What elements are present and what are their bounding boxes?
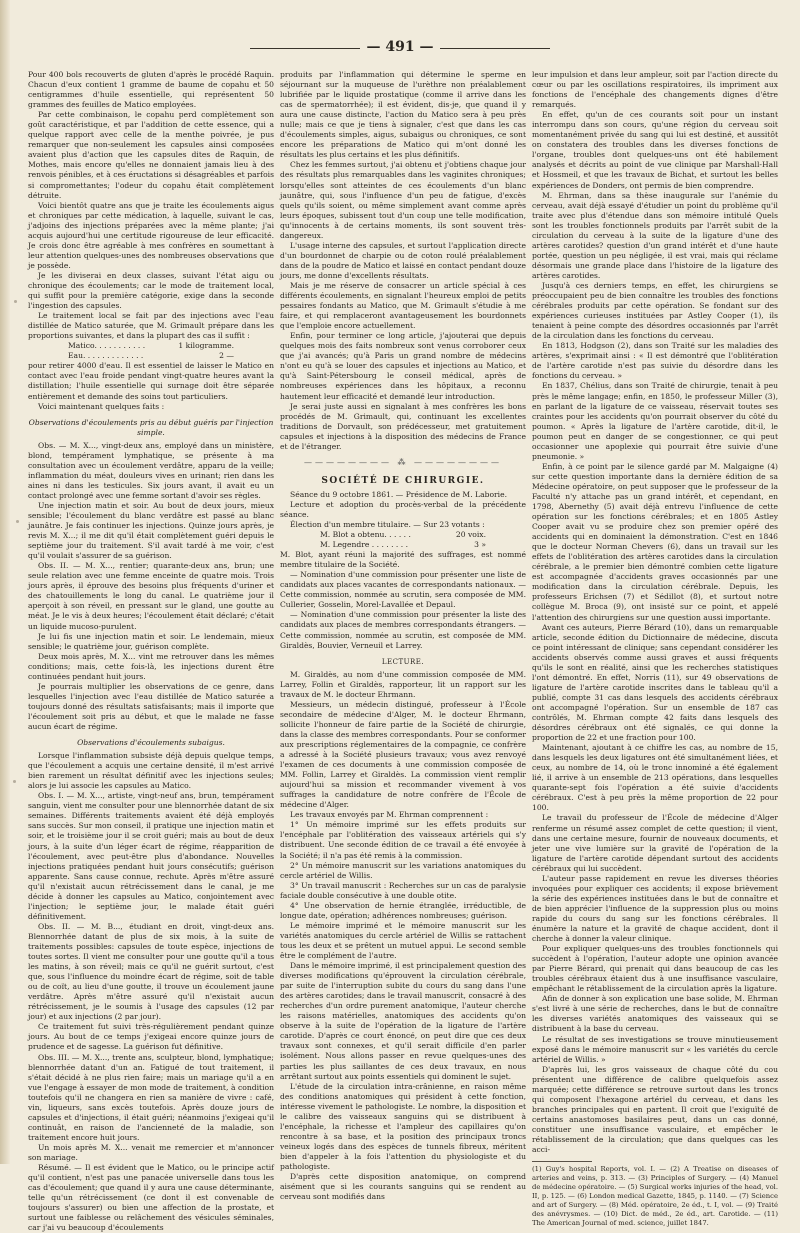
tabular-line-label: M. Legendre . . . . . . . . [320, 540, 408, 550]
paragraph: M. Blot, ayant réuni la majorité des suffrages, est nommé membre titulaire de la Société. [280, 550, 526, 570]
subsection-heading: Observations d'écoulements pris au début guéris par l'injection simple. [28, 417, 274, 437]
paragraph: Deux mois après, M. X... vint me retrouver dans les mêmes conditions; mais, cette fois-là, les injections durent être continuées pendant huit jours. [28, 651, 274, 681]
tabular-line-label: Eau. . . . . . . . . . . . . [68, 351, 144, 361]
paragraph: Un mois après M. X... venait me remercier et m'annoncer son mariage. [28, 1142, 274, 1162]
paragraph: D'après cette disposition anatomique, on comprend aisément que si les courants sanguins qui se rendent au cerveau sont modifiés dans [280, 1172, 526, 1202]
tabular-line-value: 20 voix. [455, 530, 486, 540]
column-middle [280, 70, 526, 1202]
footnotes: (1) Guy's hospital Reports, vol. I. — (2) A Treatise on diseases of arteries and veins, p. 313. — (3) Principles of Surgery. — (4) Manuel de médecine opératoire. — (5) Surgical works injuries of the head, vol. II, p. 125. — (6) London medical Gazette, 1845, p. 1140. — (7) Science and art of Surgery. — (8) Méd. opératoire, 2e éd., t. I, vol. — (9) Traité des anévrysmes. — (10) Dict. de méd., 2e éd., art. Carotide. — (11) The American Journal of med. science, juillet 1847. [532, 1165, 778, 1228]
paragraph: Les travaux envoyés par M. Ehrman comprennent : [290, 810, 489, 820]
paragraph: Pour 400 bols recouverts de gluten d'après le procédé Raquin. Chacun d'eux contient 1 gramme de baume de copahu et 50 centigrammes d'huile essentielle, qui représentent 50 grammes des feuilles de Matico employées. [28, 70, 274, 110]
paragraph: Je pourrais multiplier les observations de ce genre, dans lesquelles l'injection avec l'eau distillée de Matico saturée a toujours donné des résultats satisfaisants; mais il importe que l'écoulement soit pris au début, et que le malade ne fasse aucun écart de régime. [28, 681, 274, 731]
paragraph: Enfin, à ce point par le silence gardé par M. Malgaigne (4) sur cette question importante dans la dernière édition de sa Médecine opératoire, on peut supposer que le professeur de la Faculté n'y attache pas un grand intérêt, et cependant, en 1798, Abernethy (5) avait déjà entrevu l'influence de cette opération sur les fonctions cérébrales; et en 1805 Astley Cooper avait vu se produire chez son premier opéré des accidents qui en dominaient la démonstration. C'est en 1846 que le docteur Norman Chevers (6), dans un travail sur les effets de l'oblitération des artères carotides dans la circulation cérébrale, a le premier bien démontré combien cette ligature est accompagnée d'accidents graves occasionnés par une modification dans la circulation cérébrale. Depuis, les professeurs Erichsen (7) et Sédillot (8), et surtout notre collègue M. Broca (9), ont insisté sur ce point, et appelé l'attention des chirurgiens sur une question aussi importante. [532, 461, 778, 622]
column-right [532, 70, 778, 1228]
paragraph: Séance du 9 octobre 1861. — Présidence de M. Laborie. [290, 489, 508, 499]
paragraph: Une injection matin et soir. Au bout de deux jours, mieux sensible; l'écoulement du blanc verdâtre est passé au blanc jaunâtre. Je fais continuer les injections. Quinze jours après, je revis M. X...; il me dit qu'il était complètement guéri depuis le septième jour du traitement. S'il avait tardé à me voir, c'est qu'il voulait s'assurer de sa guérison. [28, 500, 274, 561]
column-left [28, 70, 274, 1233]
tabular-line [280, 540, 526, 550]
paragraph: Obs. — M. X..., vingt-deux ans, employé dans un ministère, blond, tempérament lymphatique, se présente à ma consultation avec un écoulement verdâtre, apparu de la veille; inflammation du méat, douleurs vives en urinant; rien dans les aines ni dans les testicules. Six jours avant, il avait eu un contact prolongé avec une femme sortant d'avoir ses règles. [28, 440, 274, 500]
paragraph: L'usage interne des capsules, et surtout l'application directe d'un bourdonnet de charpie ou de coton roulé préalablement dans de la poudre de Matico et laissé en contact pendant douze jours, me donne d'excellents résultats. [280, 240, 526, 280]
paragraph: 2° Un mémoire manuscrit sur les variations anatomiques du cercle artériel de Willis. [280, 860, 526, 880]
tabular-line [28, 351, 274, 361]
tabular-line-label: Matico. . . . . . . . . . . [68, 341, 146, 351]
paragraph: M. Giraldès, au nom d'une commission composée de MM. Larrey, Follin et Giraldès, rapporteur, lit un rapport sur les travaux de M. le docteur Ehrmann. [280, 669, 526, 699]
paragraph: Voici bientôt quatre ans que je traite les écoulements aigus et chroniques par cette médication, à laquelle, suivant le cas, j'adjoins des injections préparées avec la même plante; j'ai acquis aujourd'hui une certitude rigoureuse de leur efficacité. Je crois donc être agréable à mes confrères en soumettant à leur attention quelques-unes des nombreuses observations que je possède. [28, 200, 274, 270]
paragraph: Lorsque l'inflammation subsiste déjà depuis quelque temps, que l'écoulement a acquis une certaine densité, il m'est arrivé bien rarement un résultat définitif avec les injections seules; alors je lui associe les capsules au Matico. [28, 751, 274, 791]
paragraph: 3° Un travail manuscrit : Recherches sur un cas de paralysie faciale double consécutive à une double otite. [280, 880, 526, 900]
paragraph: Le traitement local se fait par des injections avec l'eau distillée de Matico saturée, que M. Grimault prépare dans les proportions suivantes, et dans la plupart des cas il suffit : [28, 311, 274, 341]
paragraph: M. Ehrman, dans sa thèse inaugurale sur l'anémie du cerveau, avait déjà essayé d'étudier un point du problème qu'il traite avec plus d'étendue dans son mémoire intitulé Quels sont les troubles fonctionnels produits par l'arrêt subit de la circulation du cerveau à la suite de la ligature d'une des artères carotides? question d'un grand intérêt et d'une haute portée, question un peu négligée, il est vrai, mais qui réclame désormais une grande place dans l'histoire de la ligature des artères carotides. [532, 190, 778, 280]
paragraph: Jusqu'à ces derniers temps, en effet, les chirurgiens se préoccupaient peu de bien connaître les troubles des fonctions cérébrales produits par cette opération. Se fondant sur des expériences curieuses instituées par Astley Cooper (1), ils tenaient à peine compte des désordres occasionnés par l'arrêt de la circulation dans les fonctions du cerveau. [532, 280, 778, 341]
paper-speck [16, 520, 19, 523]
paragraph: Messieurs, un médecin distingué, professeur à l'École secondaire de médecine d'Alger, M. le docteur Ehrmann, sollicite l'honneur de faire partie de la Société de chirurgie, dans la classe des membres correspondants. Pour se conformer aux prescriptions réglementaires de la compagnie, ce confrère a adressé à la Société plusieurs travaux; vous avez renvoyé l'examen de ces documents à une commission composée de MM. Follin, Larrey et Giraldès. La commission vient remplir aujourd'hui sa mission et recommander vivement à vos suffrages la candidature de notre confrère de l'École de médecine d'Alger. [280, 699, 526, 810]
paragraph: En 1813, Hodgson (2), dans son Traité sur les maladies des artères, s'exprimait ainsi : « Il est démontré que l'oblitération de l'artère carotide n'est pas suivie du désordre dans les fonctions du cerveau. » [532, 341, 778, 381]
paragraph: Le mémoire imprimé et le mémoire manuscrit sur les variétés anatomiques du cercle artériel de Willis se rattachent tous les deux et se prêtent un mutuel appui. Le second semble être le complément de l'autre. [280, 920, 526, 960]
ornament-divider: ———————— ⁂ ———————— [303, 457, 503, 467]
paragraph: L'étude de la circulation intra-crânienne, en raison même des conditions anatomiques qui président à cette fonction, intéresse vivement le pathologiste. Le nombre, la disposition et le calibre des vaisseaux sanguins qui se distribuent à l'encéphale, la richesse et l'ampleur des capillaires qu'on rencontre à sa base, et la position des principaux troncs veineux logés dans des espèces de tunnels fibreux, méritent bien d'appeler à la fois l'attention du physiologiste et du pathologiste. [280, 1081, 526, 1171]
paper-speck [14, 300, 17, 303]
tabular-line-value: 1 kilogramme. [178, 341, 234, 351]
binding-edge [0, 0, 10, 1164]
paragraph: Obs. II. — M. B..., étudiant en droit, vingt-deux ans. Blennorrhée datant de plus de six mois, à la suite de traitements possibles: capsules de toute espèce, injections de toutes sortes. Il vient me consulter pour une goutte qu'il a tous les matins, à son réveil; mais ce qu'il ne guérit surtout, c'est que, sous l'influence du moindre écart de régime, soit de table ou de coït, au lieu d'une goutte, il trouve un écoulement jaune verdâtre. Après m'être assuré qu'il n'existait aucun rétrécissement, je le soumis à l'usage des capsules (12 par jour) et aux injections (2 par jour). [28, 921, 274, 1022]
section-heading: SOCIÉTÉ DE CHIRURGIE. [321, 475, 485, 486]
paragraph: produits par l'inflammation qui détermine le sperme en séjournant sur la muqueuse de l'urèthre non préalablement lubrifiée par le liquide prostatique (comme il arrive dans les cas de spermatorrhée); il est évident, dis-je, que quand il y aura une cause distincte, l'action du Matico sera à peu près nulle; mais ce que je tiens à signaler, c'est que dans les cas d'écoulements simples, aigus, subaigus ou chroniques, ce sont encore les préparations de Matico qui m'ont donné les résultats les plus certains et les plus définitifs. [280, 70, 526, 160]
tabular-line-value: 2 — [219, 351, 234, 361]
paragraph: Le résultat de ses investigations se trouve minutieusement exposé dans le mémoire manuscrit sur « les variétés du cercle artériel de Willis. » [532, 1034, 778, 1064]
paragraph: Élection d'un membre titulaire. — Sur 23 votants : [290, 520, 485, 530]
paragraph: Afin de donner à son explication une base solide, M. Ehrman s'est livré à une série de recherches, dans le but de connaître les diverses variétés anatomiques des vaisseaux qui se distribuent à la base du cerveau. [532, 994, 778, 1034]
paragraph: Obs. III. — M. X..., trente ans, sculpteur, blond, lymphatique; blennorrhée datant d'un an. Fatigué de tout traitement, il s'était décidé à ne plus rien faire; mais un mariage qu'il a en vue l'engage à essayer de mon mode de traitement, à condition toutefois qu'il ne changera en rien sa manière de vivre : café, vin, liqueurs, sans excès toutefois. Après douze jours de capsules et d'injections, il était guéri; néanmoins j'exigeai qu'il continuât, en raison de l'ancienneté de la maladie, son traitement encore huit jours. [28, 1052, 274, 1142]
paragraph: — Nomination d'une commission pour présenter la liste des candidats aux places de membres correspondants étrangers. — Cette commission, nommée au scrutin, est composée de MM. Giraldès, Bouvier, Verneuil et Larrey. [280, 610, 526, 650]
paper-speck [13, 780, 16, 783]
header-rule-right [440, 48, 550, 49]
paragraph: Obs. II. — M. X..., rentier; quarante-deux ans, brun; une seule relation avec une femme enceinte de quatre mois. Trois jours après, il éprouve des besoins plus fréquents d'uriner et des chatouillements le long du canal. Le quatrième jour il aperçoit à son réveil, en pressant sur le gland, une goutte au méat. Je le vis à deux heures; l'écoulement était déclaré; c'était un liquide mucoso-purulent. [28, 561, 274, 631]
paragraph: Je les diviserai en deux classes, suivant l'état aigu ou chronique des écoulements; car le mode de traitement local, qui suffit pour la première catégorie, exige dans la seconde l'ingestion des capsules. [28, 270, 274, 311]
paragraph: leur impulsion et dans leur ampleur, soit par l'action directe du cœur ou par les oscillations respiratoires, ils impriment aux fonctions de l'encéphale des changements dignes d'être remarqués. [532, 70, 778, 110]
paragraph: pour retirer 4000 d'eau. Il est essentiel de laisser le Matico en contact avec l'eau froide pendant vingt-quatre heures avant la distillation; l'huile essentielle qui surnage doit être séparée entièrement et demande des soins tout particuliers. [28, 361, 274, 401]
paragraph: Je lui fis une injection matin et soir. Le lendemain, mieux sensible; le quatrième jour, guérison complète. [28, 631, 274, 651]
paragraph: Enfin, pour terminer ce long article, j'ajouterai que depuis quelques mois des faits nombreux sont venus corroborer ceux que j'ai avancés; qu'à Paris un grand nombre de médecins n'ont eu qu'à se louer des capsules et injections au Matico, et qu'à Saint-Pétersbourg le conseil médical, après de nombreuses expériences dans les hôpitaux, a reconnu hautement leur efficacité et demandé leur introduction. [280, 331, 526, 401]
paragraph: En effet, qu'un de ces courants soit pour un instant interrompu dans son cours, qu'une région du cerveau soit momentanément privée du sang qui lui est destiné, et aussitôt on constatera des troubles dans les diverses fonctions de l'organe, troubles dont quelques-uns ont été habilement analysés et décrits au point de vue clinique par Marshall-Hall et Hossmeil, et que les travaux de Bichat, et surtout les belles expériences de Donders, ont permis de bien comprendre. [532, 110, 778, 190]
paragraph: L'auteur passe rapidement en revue les diverses théories invoquées pour expliquer ces accidents; il expose brièvement la série des expériences instituées dans le but de connaître et de bien apprécier l'influence de la suppression plus ou moins rapide du cours du sang sur les fonctions cérébrales. Il énumère la nature et la gravité de chaque accident, dont il cherche à donner la valeur clinique. [532, 873, 778, 944]
page-number: — 491 — [366, 39, 434, 55]
paragraph: — Nomination d'une commission pour présenter une liste de candidats aux places vacantes de correspondants nationaux. — Cette commission, nommée au scrutin, sera composée de MM. Cullerier, Gosselin, Morel-Lavallée et Depaul. [280, 570, 526, 610]
tabular-line-value: 3 » [474, 540, 486, 550]
paragraph: Le travail du professeur de l'École de médecine d'Alger renferme un résumé assez complet de cette question; il vient, dans une certaine mesure, fournir de nouveaux documents, et jeter une vive lumière sur la gravité de l'opération de la ligature de l'artère carotide dépendant surtout des accidents cérébraux qui lui succèdent. [532, 813, 778, 873]
tabular-line [28, 341, 274, 351]
paragraph: Lecture et adoption du procès-verbal de la précédente séance. [280, 499, 526, 519]
subsection-heading: Observations d'écoulements subaigus. [77, 738, 225, 748]
paragraph: Avant ces auteurs, Pierre Bérard (10), dans un remarquable article, seconde édition du Dictionnaire de médecine, discuta ce point intéressant de clinique; sans cependant considérer les accidents observés comme aussi graves et aussi fréquents qu'ils le sont en réalité, ainsi que les recherches statistiques l'ont démontré. En effet, Norris (11), sur 49 observations de ligature de l'artère carotide inscrites dans le tableau qu'il a publié, compte 31 cas dans lesquels des accidents cérébraux ont accompagné l'opération. Sur un ensemble de 187 cas contrôlés, M. Ehrman compte 42 faits dans lesquels des désordres cérébraux ont été signalés, ce qui donne la proportion de 22 et une fraction pour 100. [532, 622, 778, 743]
paragraph: Obs. I. — M. X..., artiste, vingt-neuf ans, brun, tempérament sanguin, vient me consulter pour une blennorrhée datant de six semaines. Différents traitements avaient été déjà employés sans succès. Sur mon conseil, il pratique une injection matin et soir, et le troisième jour il se croit guéri; mais au bout de deux jours, à la suite d'un léger écart de régime, réapparition de l'écoulement, avec peut-être plus d'abondance. Nouvelles injections pratiquées pendant huit jours consécutifs; guérison apparente. Sans cause connue, rechute. Après m'être assuré qu'il n'existait aucun rétrécissement dans le canal, je me décide à donner les capsules au Matico, conjointement avec l'injection; le septième jour, le malade était guéri définitivement. [28, 791, 274, 921]
paragraph: Mais je me réserve de consacrer un article spécial à ces différents écoulements, en signalant l'heureux emploi de petits pessaires fondants au Matico, que M. Grimault s'étudie à me faire, et qui remplaceront avantageusement les bourdonnets que l'emploie encore actuellement. [280, 280, 526, 331]
tabular-line [280, 530, 526, 540]
paragraph: Ce traitement fut suivi très-régulièrement pendant quinze jours. Au bout de ce temps j'exigeai encore quinze jours de prudence et de sagesse. La guérison fut définitive. [28, 1022, 274, 1052]
paragraph: Dans le mémoire imprimé, il est principalement question des diverses modifications qu'éprouvent la circulation cérébrale, par suite de l'interruption subite du cours du sang dans l'une des artères carotides; dans le travail manuscrit, consacré à des recherches d'un ordre purement anatomique, l'auteur cherche les raisons matérielles, anatomiques des accidents qu'on observe à la suite de l'opération de la ligature de l'artère carotide. D'après ce court énoncé, on peut dire que ces deux travaux sont connexes, et qu'il serait difficile d'en parler isolément. Nous allons passer en revue quelques-unes des parties les plus saillantes de ces deux travaux, en nous arrêtant surtout aux points essentiels qui dominent le sujet. [280, 961, 526, 1081]
footnote-rule [532, 1161, 592, 1162]
minor-heading: LECTURE. [381, 657, 425, 666]
paragraph: Voici maintenant quelques faits : [38, 401, 165, 411]
paragraph: Je serai juste aussi en signalant à mes confrères les bons procédés de M. Grimault, qui, continuant les excellentes traditions de Dorvault, son prédécesseur, met gratuitement capsules et injections à la disposition des médecins de France et de l'étranger. [280, 401, 526, 451]
paragraph: En 1837, Chélius, dans son Traité de chirurgie, tenait à peu près le même langage; enfin, en 1850, le professeur Miller (3), en parlant de la ligature de ce vaisseau, réservait toutes ses craintes pour les accidents qu'on pourrait observer du côté du poumon. « Après la ligature de l'artère carotide, dit-il, le poumon peut en danger de se congestionner, ce qui peut occasionner une apoplexie qui pourrait être suivie d'une pneumonie. » [532, 381, 778, 461]
paragraph: Maintenant, ajoutant à ce chiffre les cas, au nombre de 15, dans lesquels les deux ligatures ont été simultanément liées, et ceux, au nombre de 14, où le tronc innominé a été également lié, il arrive à un ensemble de 213 opérations, dans lesquelles quarante-sept fois l'opération a été suivie d'accidents cérébraux. C'est à peu près la même proportion de 22 pour 100. [532, 743, 778, 813]
paragraph: D'après lui, les gros vaisseaux de chaque côté du cou présentent une différence de calibre quelquefois assez marquée; cette différence se retrouve surtout dans les troncs qui composent l'hexagone artériel du cerveau, et dans les branches principales qui en partent. Il croit que l'exiguïté de certains anastomoses basilaires peut, dans un cas donné, constituer une insuffisance vasculaire, et empêcher le rétablissement de la circulation; que dans quelques cas les acci- [532, 1064, 778, 1155]
paragraph: Résumé. — Il est évident que le Matico, ou le principe actif qu'il contient, n'est pas une panacée universelle dans tous les cas d'écoulement; que quand il y aura une cause déterminante, telle qu'un rétrécissement (ce dont il est convenable de toujours s'assurer) ou bien une affection de la prostate, et surtout une faiblesse ou relâchement des vésicules séminales, car j'ai vu beaucoup d'écoulements [28, 1163, 274, 1233]
header-rule-left [250, 48, 360, 49]
paragraph: Chez les femmes surtout, j'ai obtenu et j'obtiens chaque jour des résultats plus remarquables dans les vaginites chroniques; lorsqu'elles sont atteintes de ces écoulements d'un blanc jaunâtre, qui, sous l'influence d'un peu de fatigue, d'excès quels qu'ils soient, ou même simplement avant comme après leurs époques, subissent tout d'un coup une telle modification, qu'innocents à de certains moments, ils sont souvent très-dangereux. [280, 160, 526, 240]
paragraph: Pour expliquer quelques-uns des troubles fonctionnels qui succèdent à l'opération, l'auteur adopte une opinion avancée par Pierre Bérard, qui prenait qui dans beaucoup de cas les troubles cérébraux étaient dus à une insuffisance vasculaire, empêchant le rétablissement de la circulation après la ligature. [532, 944, 778, 994]
paragraph: 1° Un mémoire imprimé sur les effets produits sur l'encéphale par l'oblitération des vaisseaux artériels qui s'y distribuent. Une seconde édition de ce travail a été envoyée à la Société; il n'a pas été remis à la commission. [280, 820, 526, 860]
tabular-line-label: M. Blot a obtenu. . . . . . [320, 530, 411, 540]
paragraph: 4° Une observation de hernie étranglée, irréductible, de longue date, opération; adhérences nombreuses; guérison. [280, 900, 526, 920]
paragraph: Par cette combinaison, le copahu perd complètement son goût caractéristique, et par l'addition de cette essence, qui a quelque rapport avec celle de la menthe poivrée, je pus remarquer que non-seulement les capsules ainsi composées avaient plus d'action que les capsules dites de Raquin, de Mothes, mais encore qu'elles ne donnaient jamais lieu à des renvois pénibles, et à ces éructations si désagréables et parfois si compromettantes; l'odeur du copahu était complètement détruite. [28, 110, 274, 200]
page-header [0, 38, 800, 60]
